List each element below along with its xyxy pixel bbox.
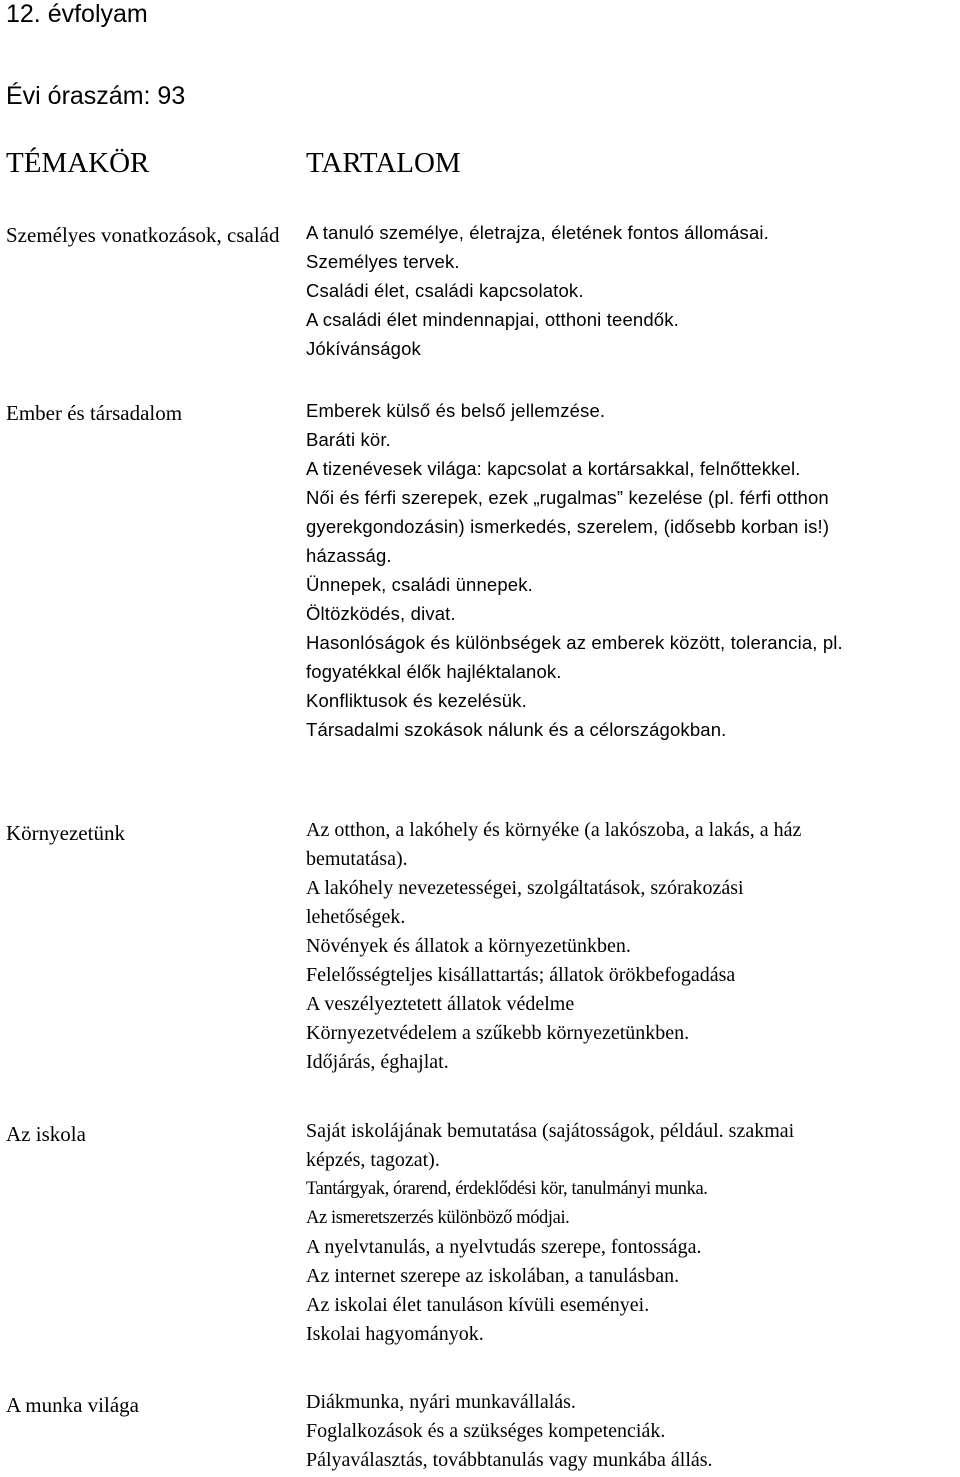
content-list-school-a xyxy=(306,1117,956,1175)
content-list-work xyxy=(306,1388,956,1475)
list-item: fogyatékkal élők hajléktalanok. xyxy=(306,661,562,682)
content-list-environment xyxy=(306,816,956,1077)
annual-hours-heading: Évi óraszám: 93 xyxy=(6,82,186,110)
list-item: Társadalmi szokások nálunk és a célországokban. xyxy=(306,719,727,740)
list-item: Baráti kör. xyxy=(306,429,391,450)
list-item: Pályaválasztás, továbbtanulás vagy munkába állás. xyxy=(306,1449,713,1471)
list-item: gyerekgondozásin) ismerkedés, szerelem, (idősebb korban is!) xyxy=(306,516,830,537)
list-item: Diákmunka, nyári munkavállalás. xyxy=(306,1391,576,1413)
content-column-header: TARTALOM xyxy=(306,147,461,179)
content-list-school-b xyxy=(306,1175,956,1233)
list-item: Időjárás, éghajlat. xyxy=(306,1051,449,1073)
list-item: Környezetvédelem a szűkebb környezetünkben. xyxy=(306,1022,690,1044)
content-list-school-c xyxy=(306,1233,956,1349)
content-list-personal xyxy=(306,218,956,363)
topic-column-header: TÉMAKÖR xyxy=(6,147,150,179)
list-item: Saját iskolájának bemutatása (sajátosságok, például. szakmai xyxy=(306,1120,795,1142)
list-item: Az ismeretszerzés különböző módjai. xyxy=(306,1208,570,1228)
list-item: Foglalkozások és a szükséges kompetenciák. xyxy=(306,1420,666,1442)
list-item: A családi élet mindennapjai, otthoni teendők. xyxy=(306,309,679,330)
list-item: A tizenévesek világa: kapcsolat a kortársakkal, felnőttekkel. xyxy=(306,458,801,479)
list-item: Hasonlóságok és különbségek az emberek között, tolerancia, pl. xyxy=(306,632,843,653)
list-item: A nyelvtanulás, a nyelvtudás szerepe, fontossága. xyxy=(306,1236,702,1258)
list-item: A tanuló személye, életrajza, életének fontos állomásai. xyxy=(306,222,769,243)
list-item: Az otthon, a lakóhely és környéke (a lakószoba, a lakás, a ház xyxy=(306,819,802,841)
topic-school: Az iskola xyxy=(6,1122,86,1146)
list-item: Ünnepek, családi ünnepek. xyxy=(306,574,533,595)
list-item: lehetőségek. xyxy=(306,906,406,928)
list-item: bemutatása). xyxy=(306,848,408,870)
topic-environment: Környezetünk xyxy=(6,821,125,845)
list-item: Emberek külső és belső jellemzése. xyxy=(306,400,606,421)
list-item: Az iskolai élet tanuláson kívüli eseményei. xyxy=(306,1294,650,1316)
list-item: Személyes tervek. xyxy=(306,251,460,272)
list-item: A lakóhely nevezetességei, szolgáltatások, szórakozási xyxy=(306,877,744,899)
topic-personal: Személyes vonatkozások, család xyxy=(6,223,280,247)
list-item: Növények és állatok a környezetünkben. xyxy=(306,935,631,957)
topic-work: A munka világa xyxy=(6,1393,139,1417)
list-item: Jókívánságok xyxy=(306,338,421,359)
list-item: Az internet szerepe az iskolában, a tanulásban. xyxy=(306,1265,680,1287)
grade-heading: 12. évfolyam xyxy=(6,0,148,28)
list-item: házasság. xyxy=(306,545,392,566)
list-item: A veszélyeztetett állatok védelme xyxy=(306,993,575,1015)
list-item: képzés, tagozat). xyxy=(306,1149,440,1171)
list-item: Tantárgyak, órarend, érdeklődési kör, tanulmányi munka. xyxy=(306,1179,708,1199)
list-item: Női és férfi szerepek, ezek „rugalmas” kezelése (pl. férfi otthon xyxy=(306,487,829,508)
topic-society: Ember és társadalom xyxy=(6,401,183,425)
list-item: Iskolai hagyományok. xyxy=(306,1323,484,1345)
list-item: Felelősségteljes kisállattartás; állatok örökbefogadása xyxy=(306,964,736,986)
list-item: Öltözködés, divat. xyxy=(306,603,456,624)
content-list-society xyxy=(306,396,956,744)
list-item: Családi élet, családi kapcsolatok. xyxy=(306,280,584,301)
list-item: Konfliktusok és kezelésük. xyxy=(306,690,527,711)
